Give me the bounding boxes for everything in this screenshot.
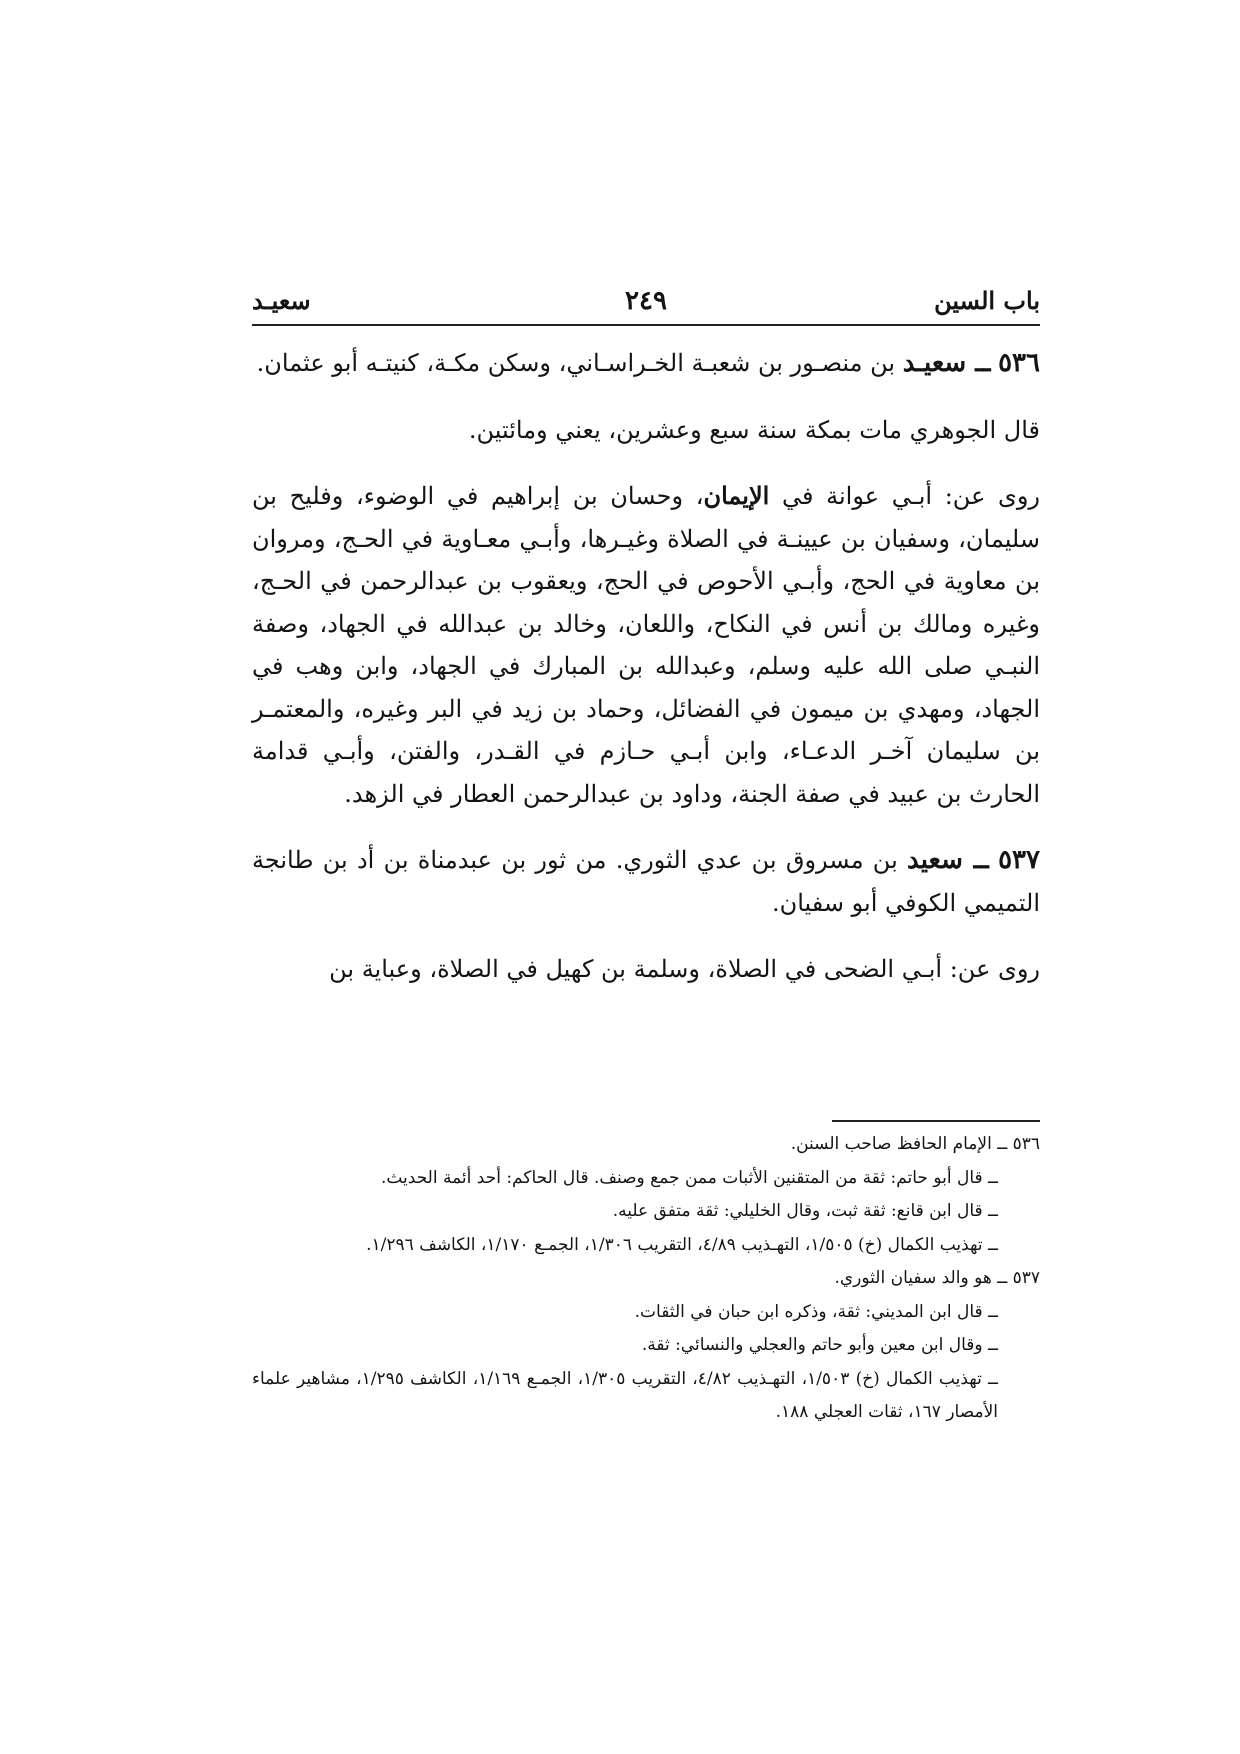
entry-name: سعيد [907,845,963,875]
entry-number: ٥٣٧ [998,845,1040,875]
entry-number: ٥٣٦ [998,348,1040,378]
entry-intro-text: بن مسروق بن عدي الثوري. من ثور بن عبدمناة بن أد بن طانجة التميمي الكوفي أبو سفيان. [252,846,1040,917]
footnote-line: ــ تهذيب الكمال (خ) ١/٥٠٥، التهـذيب ٤/٨٩، التقريب ١/٣٠٦، الجمـع ١/١٧٠، الكاشف ١/٢٩٦. [366,1234,998,1255]
footnote-line: ــ تهذيب الكمال (خ) ١/٥٠٣، التهـذيب ٤/٨٢، التقريب ١/٣٠٥، الجمـع ١/١٦٩، الكاشف ١/٢٩٥، مشاهير علماء الأمصار ١٦٧، ثقات العجلي ١٨٨. [252,1368,999,1422]
entry-537-narrations: روى عن: أبـي الضحى في الصلاة، وسلمة بن كهيل في الصلاة، وعباية بن [329,955,1040,983]
chapter-title: باب السين [934,286,1040,315]
footnote-537-head: ٥٣٧ ــ هو والد سفيان الثوري. [834,1268,1040,1288]
entry-536-death: قال الجوهري مات بمكة سنة سبع وعشرين، يعني ومائتين. [468,415,1040,444]
entry-name: سعيـد [902,348,967,378]
page-number: ٢٤٩ [625,286,667,316]
footnotes [252,1128,1040,1430]
bold-term: الإيمان [703,481,770,510]
footnote-divider [832,1120,1040,1122]
page-header [252,282,1040,322]
entry-536-intro: ٥٣٦ ــ سعيـد بن منصـور بن شعبـة الخـراسـاني، وسكن مكـة، كنيتـه أبو عثمان. [256,348,1040,378]
running-name: سعيـد [252,286,311,315]
entry-537-intro: ٥٣٧ ــ سعيد بن مسروق بن عدي الثوري. من ثور بن عبدمناة بن أد بن طانجة التميمي الكوفي أبو سفيان. [252,845,1040,917]
footnote-536-head: ٥٣٦ ــ الإمام الحافظ صاحب السنن. [790,1134,1040,1154]
footnote-line: ــ قال ابن المديني: ثقة، وذكره ابن حبان في الثقات. [634,1301,998,1322]
entry-intro-text: بن منصـور بن شعبـة الخـراسـاني، وسكن مكـة، كنيتـه أبو عثمان. [256,349,896,377]
header-divider [252,324,1040,326]
footnote-line: ــ وقال ابن معين وأبو حاتم والعجلي والنسائي: ثقة. [641,1335,998,1355]
main-text [252,342,1040,1015]
footnote-line: ــ قال ابن قانع: ثقة ثبت، وقال الخليلي: ثقة متفق عليه. [612,1201,998,1221]
footnote-line: ــ قال أبو حاتم: ثقة من المتقنين الأثبات ممن جمع وصنف. قال الحاكم: أحد أئمة الحديث. [380,1167,998,1188]
entry-536-narrations: روى عن: أبـي عوانة في الإيمان، وحسان بن إبراهيم في الوضوء، وفليح بن سليمان، وسفيان بن عيينـة في الصلاة وغيـرها، وأبـي معـاوية في الحـج، ومروان بن معاوية في الحج، وأبـي الأحوص في الحج، ويعقوب بن عبدالرحمن في الحـج، وغيره ومالك بن أنس في النكاح، واللعان، وخالد بن عبدالله في الجهاد، وصفة النبـي صلى الله عليه وسلم، وعبدالله بن المبارك في الجهاد، وابن وهب في الجهاد، ومهدي بن ميمون في الفضائل، وحماد بن زيد في البر وغيره، والمعتمـر بن سليمان آخـر الدعـاء، وابن أبـي حـازم في القـدر، والفتن، وأبـي قدامة الحارث بن عبيد في صفة الجنة، وداود بن عبدالرحمن العطار في الزهد. [252,481,1041,808]
